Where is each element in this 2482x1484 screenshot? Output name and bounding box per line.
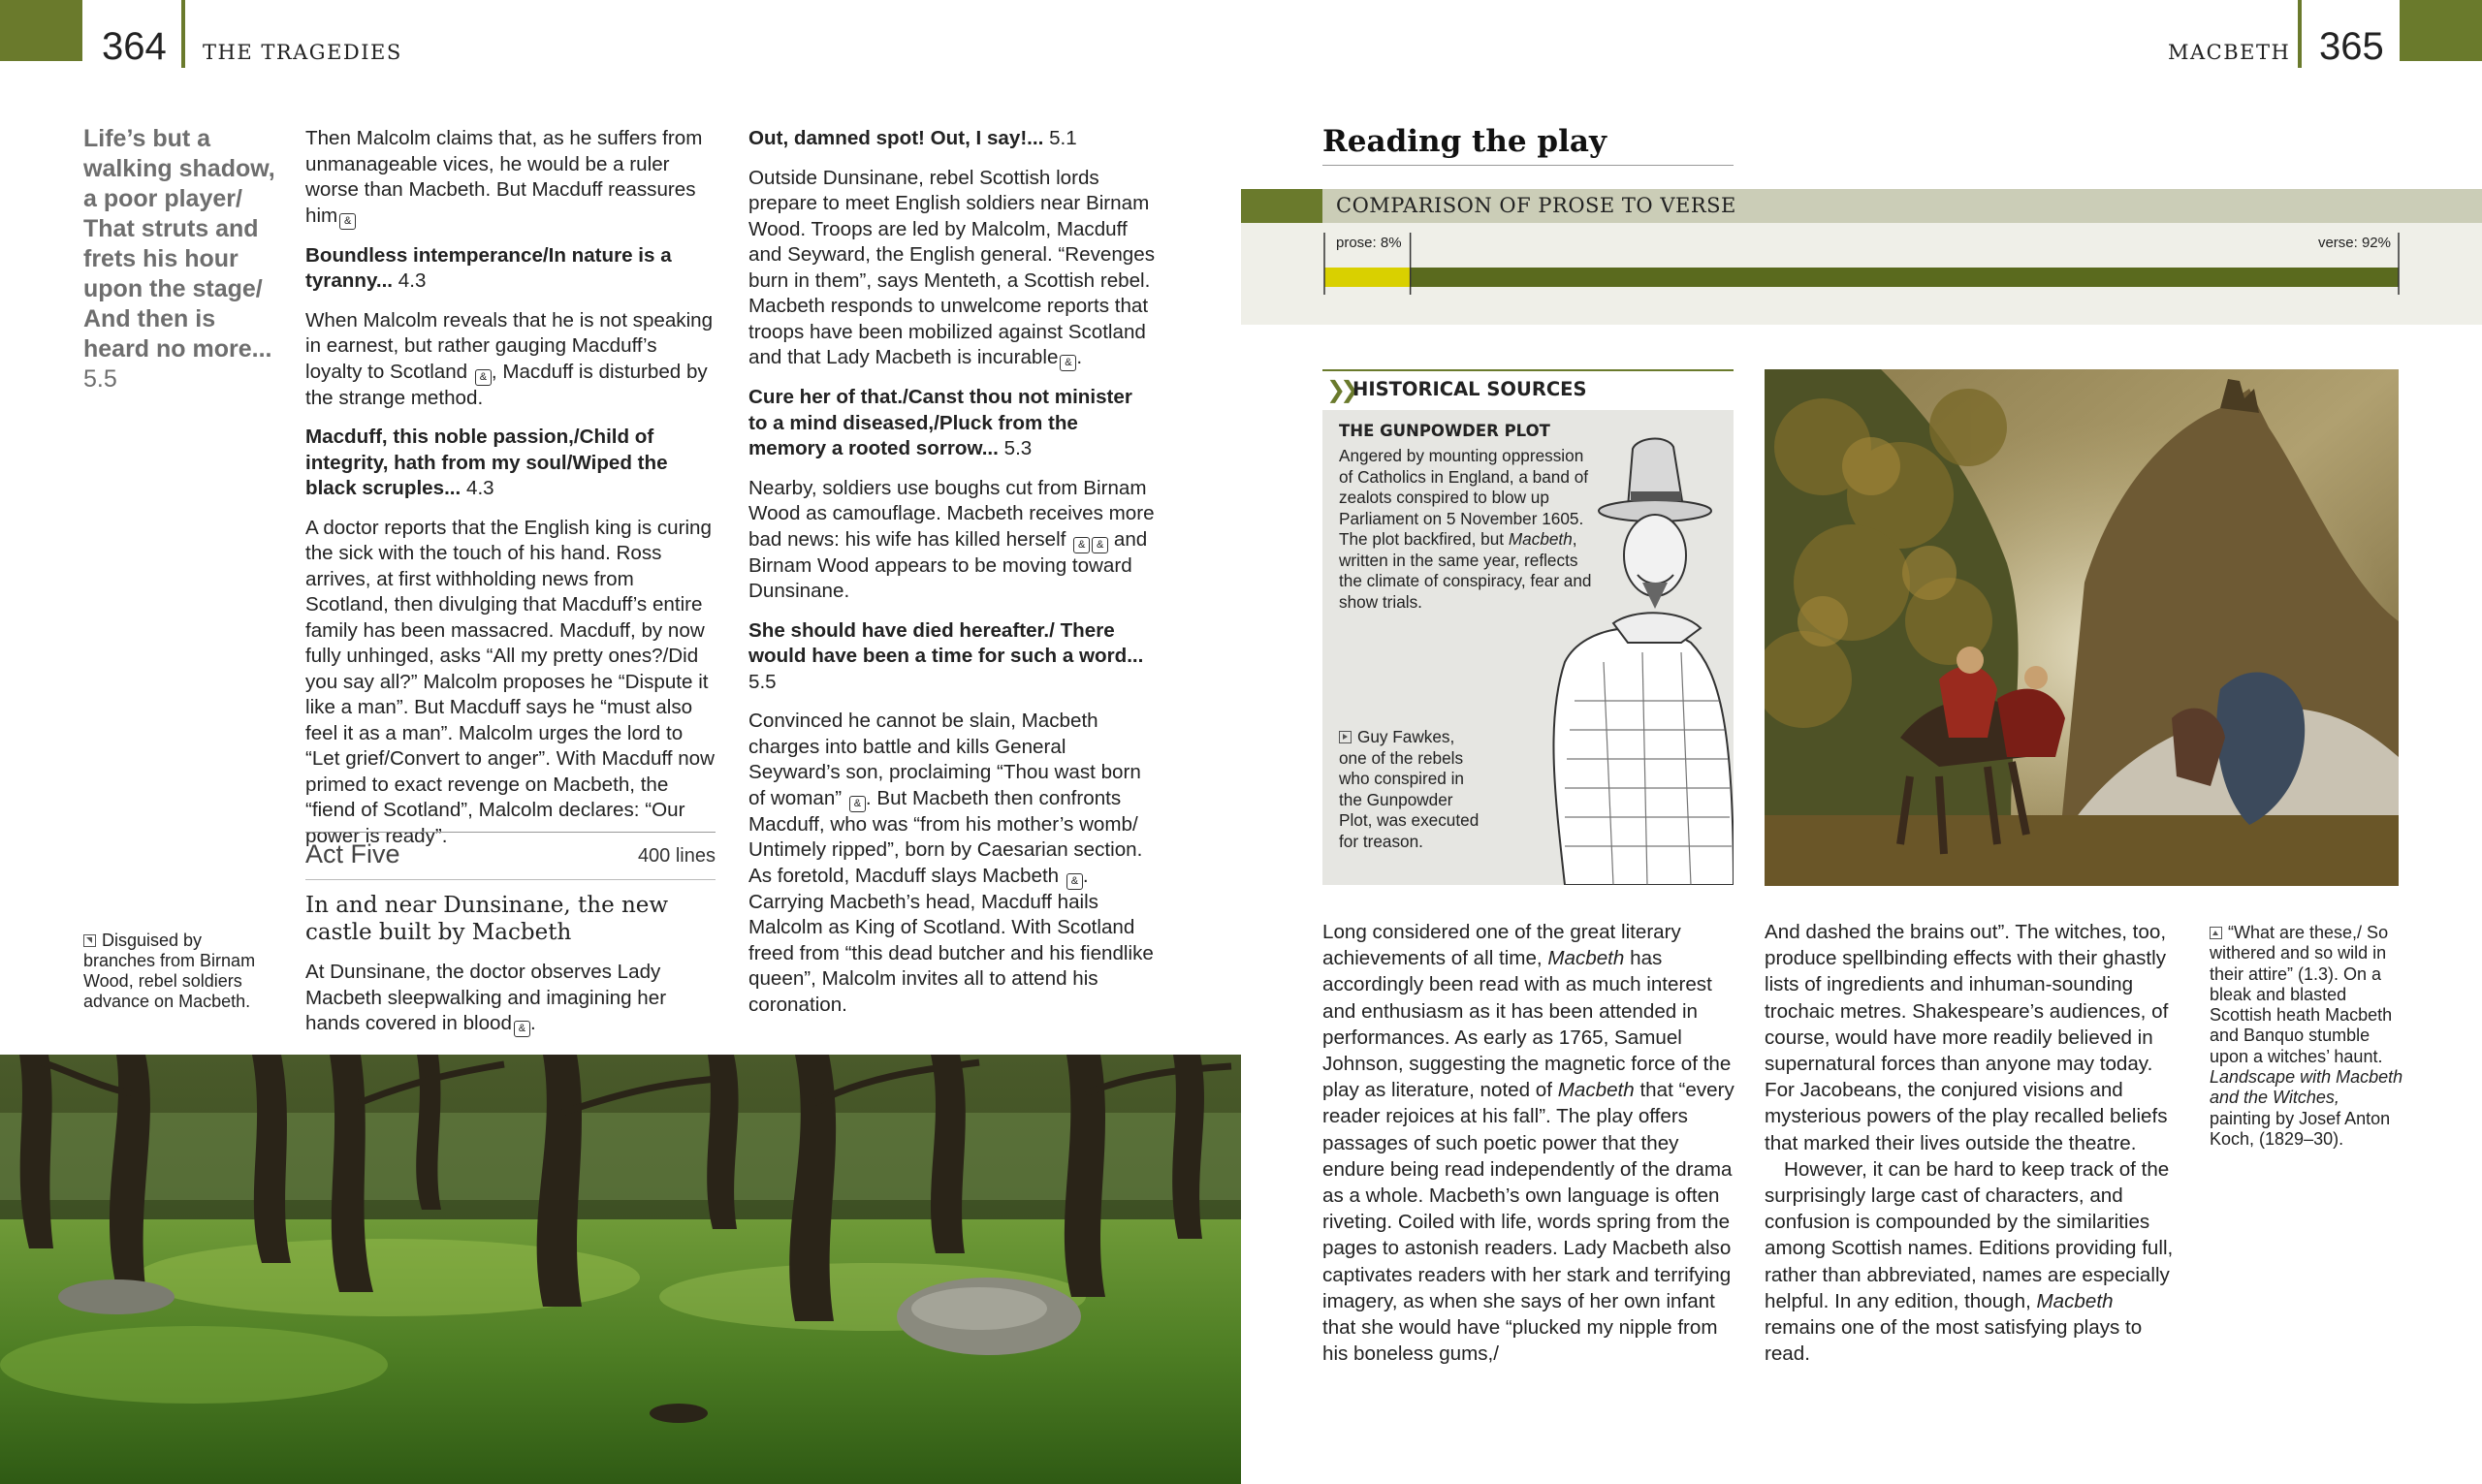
body-col1-em1: Macbeth xyxy=(1547,947,1625,970)
chart-title: COMPARISON OF PROSE TO VERSE xyxy=(1336,194,1736,217)
header-color-block-left xyxy=(0,0,82,61)
label-prose: prose: 8% xyxy=(1336,235,1402,251)
gunpowder-plot-text-a: Angered by mounting oppression of Catholics in England, a band of zealots conspired to blow up Parliament on 5 November 1605. The plot backfired, but xyxy=(1339,446,1589,549)
left-column-1 xyxy=(305,126,717,863)
col2-quote-2-ref: 5.3 xyxy=(1003,437,1033,459)
col1-paragraph-3: A doctor reports that the English king is curing the sick with the touch of his hand. Ross arrives, at first withholding news from Scotland, then divulging that Macduff’s entire family has been massacred. Macduff, by now fully unhinged, asks “All my pretty ones?/Did you say all?” Malcolm proposes he “Dispute it like a man”. But Macduff says he “must also feel it as a man”. Malcolm urges the lord to “Let grief/Convert to anger”. With Macduff now primed to exact revenge on Macbeth, the “fiend of Scotland”, Malcolm declares: “Our power is ready”. xyxy=(305,516,715,847)
painting-caption-a: “What are these,/ So withered and so wild in their attire” (1.3). On a bleak and blasted Scottish heath Macbeth and Banquo stumble upon a witches’ haunt. xyxy=(2210,923,2393,1066)
painting-caption-em: Landscape with Macbeth and the Witches, xyxy=(2210,1067,2403,1108)
col1-paragraph-1: Then Malcolm claims that, as he suffers from unmanageable vices, he would be a ruler worse than Macbeth. But Macduff reassures him xyxy=(305,127,703,227)
cross-reference-icon: & xyxy=(1066,873,1083,890)
bar-prose xyxy=(1324,268,1411,287)
col2-quote-2: Cure her of that./Canst thou not minister to a mind diseased,/Pluck from the memory a rooted sorrow... xyxy=(748,386,1132,459)
col1-paragraph-4: At Dunsinane, the doctor observes Lady Macbeth sleepwalking and imagining her hands covered in blood xyxy=(305,961,667,1034)
gunpowder-plot-text-b: , written in the same year, reflects the climate of conspiracy, fear and show trials. xyxy=(1339,529,1592,612)
gunpowder-plot-text-em: Macbeth xyxy=(1508,529,1573,549)
forest-caption-text: Disguised by branches from Birnam Wood, rebel soldiers advance on Macbeth. xyxy=(83,931,256,1011)
guy-fawkes-caption-text: Guy Fawkes, one of the rebels who conspired in the Gunpowder Plot, was executed for treason. xyxy=(1339,727,1480,851)
col2-quote-1: Out, damned spot! Out, I say!... xyxy=(748,127,1044,149)
down-triangle-icon xyxy=(83,934,96,947)
macbeth-witches-painting xyxy=(1765,369,2399,886)
header-rule-left xyxy=(181,0,185,68)
col1-quote-2: Macduff, this noble passion,/Child of integrity, hath from my soul/Wiped the black scruples... xyxy=(305,426,668,499)
body-col2-a: And dashed the brains out”. The witches, too, produce spellbinding effects with their ghastly lists of ingredients and inhuman-sounding trochaic metres. Shakespeare’s audiences, of course, would have more readily believed in supernatural forces than anyone may today. For Jacobeans, the conjured visions and mysterious powers of the play recalled beliefs that marked their lives outside the theatre. xyxy=(1765,921,2169,1154)
body-col1-c: that “every reader rejoices at his fall”. The play offers passages of such poetic power that they endure being read independently of the drama as a whole. Macbeth’s own language is often riveting. Coiled with life, words spring from the pages to astonish readers. Lady Macbeth also captivates readers with her stark and terrifying imagery, as when she says of her own infant that she would have “plucked my nipple from his boneless gums,/ xyxy=(1322,1079,1734,1366)
birnam-wood-photo xyxy=(0,1055,1241,1484)
right-body-column-1 xyxy=(1322,919,1734,1367)
right-body-column-2 xyxy=(1765,919,2177,1367)
col2-quote-1-ref: 5.1 xyxy=(1049,127,1077,149)
double-chevron-icon: ❯❯ xyxy=(1326,376,1354,403)
col1-paragraph-4-block: At Dunsinane, the doctor observes Lady Macbeth sleepwalking and imagining her hands covered in blood & . xyxy=(305,960,717,1037)
prose-verse-bar xyxy=(1322,233,2404,315)
act-five-subrule xyxy=(305,879,716,880)
col2-paragraph-1: Outside Dunsinane, rebel Scottish lords prepare to meet English soldiers near Birnam Wood. Troops are led by Malcolm, Macduff and Seyward, the English general. “Revenges burn in them”, says Menteth, a Scottish rebel. Macbeth responds to unwelcome reports that troops have been mobilized against Scotland and that Lady Macbeth is incurable xyxy=(748,166,1155,368)
forest-caption xyxy=(83,931,258,1012)
painting-caption-b: painting by Josef Anton Koch, (1829–30). xyxy=(2210,1108,2391,1149)
header-color-block-right xyxy=(2400,0,2482,61)
pull-quote-ref: 5.5 xyxy=(83,365,117,393)
body-col2-em: Macbeth xyxy=(2036,1289,2114,1312)
col1-quote-1: Boundless intemperance/In nature is a tyranny... xyxy=(305,243,672,292)
act-five-line-count: 400 lines xyxy=(637,845,716,867)
body-col2-c: remains one of the most satisfying plays to read. xyxy=(1765,1316,2143,1366)
left-running-title: THE TRAGEDIES xyxy=(203,41,402,64)
body-col2-b: However, it can be hard to keep track of the surprisingly large cast of characters, and confusion is compounded by the similarities among Scottish names. Editions providing full, rather than abbreviated, names are especially helpful. In any edition, though, xyxy=(1765,1157,2174,1312)
act-five-rule xyxy=(305,832,716,833)
cross-reference-icon: & xyxy=(475,369,492,386)
body-col1-a: Long considered one of the great literary achievements of all time, xyxy=(1322,921,1681,970)
right-page-number: 365 xyxy=(2319,25,2384,68)
historical-sources-title: HISTORICAL SOURCES xyxy=(1352,378,1587,400)
col2-paragraph-2a: Nearby, soldiers use boughs cut from Birnam Wood as camouflage. Macbeth receives more bad news: his wife has killed herself xyxy=(748,476,1155,551)
cross-reference-icon: & xyxy=(339,213,356,230)
act-five-title: Act Five xyxy=(305,839,400,868)
cross-reference-icon: & xyxy=(1092,537,1108,553)
col2-paragraph-3a: Convinced he cannot be slain, Macbeth charges into battle and kills General Seyward’s son, proclaiming “Thou wast born of woman” xyxy=(748,710,1141,809)
col2-quote-3-ref: 5.5 xyxy=(748,670,777,693)
col2-quote-3: She should have died hereafter./ There would have been a time for such a word... xyxy=(748,618,1144,667)
body-col1-em2: Macbeth xyxy=(1557,1079,1635,1102)
painting-caption xyxy=(2210,923,2403,1150)
pull-quote-text: Life’s but a walking shadow, a poor player/ That struts and frets his hour upon the stage/ And then is heard no more... xyxy=(83,125,275,363)
left-column-2: Out, damned spot! Out, I say!... 5.1 Outside Dunsinane, rebel Scottish lords prepare to meet English soldiers near Birnam Wood. Troops are led by Malcolm, Macduff and Seyward, the English general. “Revenges burn in them”, says Menteth, a Scottish rebel. Macbeth responds to unwelcome reports that troops have been mobilized against Scotland and that Lady Macbeth is incurable & . Cure her of that./Canst thou not minister to a mind diseased,/Pluck from the memory a rooted sorrow... 5.3 Nearby, soldiers use boughs cut from Birnam Wood as camouflage. Macbeth receives more bad news: his wife has killed herself & & and Birnam Wood appears to be moving toward Dunsinane. She should have died hereafter./ There would have been a time for such a word... 5.5 Convinced he cannot be slain, Macbeth charges into battle and kills General Seyward’s son, proclaiming “Thou wast born of woman” & . But Macbeth then confronts Macduff, who was “from his mother’s womb/ Untimely ripped”, born by Caesarian section. As foretold, Macduff slays Macbeth & . Carrying Macbeth’s head, Macduff hails Malcolm as King of Scotland. With Scotland freed from “this dead butcher and his fiendlike queen”, Malcolm invites all to attend his coronation. xyxy=(748,127,1155,1016)
cross-reference-icon: & xyxy=(514,1021,530,1037)
cross-reference-icon: & xyxy=(849,796,866,812)
header-rule-right xyxy=(2298,0,2302,68)
gunpowder-plot-text xyxy=(1339,446,1601,613)
left-arrow-icon xyxy=(1339,731,1352,743)
reading-the-play-heading: Reading the play xyxy=(1322,124,1607,159)
right-running-title: MACBETH xyxy=(2168,41,2291,64)
act-five-setting: In and near Dunsinane, the new castle built by Macbeth xyxy=(305,893,669,945)
cross-reference-icon: & xyxy=(1060,355,1076,371)
reading-heading-rule xyxy=(1322,165,1734,166)
col1-quote-2-ref: 4.3 xyxy=(466,477,494,499)
col2-paragraph-3c: . Carrying Macbeth’s head, Macduff hails Malcolm as King of Scotland. With Scotland freed from “this dead butcher and his fiendlike queen”, Malcolm invites all to attend his coronation. xyxy=(748,864,1154,1016)
bar-verse xyxy=(1411,268,2399,287)
guy-fawkes-caption xyxy=(1339,727,1484,852)
col1-paragraph-2b: , Macduff is disturbed by the strange method. xyxy=(305,360,708,409)
left-page-number: 364 xyxy=(102,25,167,68)
body-col1-b: has accordingly been read with as much interest and enthusiasm as it has been attended in performances. As early as 1765, Samuel Johnson, suggesting the magnetic force of the play as literature, noted of xyxy=(1322,947,1732,1102)
col1-paragraph-2a: When Malcolm reveals that he is not speaking in earnest, but rather gauging Macduff’s loyalty to Scotland xyxy=(305,308,714,383)
up-arrow-icon xyxy=(2210,927,2222,939)
col2-paragraph-2b: and Birnam Wood appears to be moving toward Dunsinane. xyxy=(748,527,1148,602)
gunpowder-plot-heading: THE GUNPOWDER PLOT xyxy=(1339,422,1550,440)
col1-quote-1-ref: 4.3 xyxy=(398,269,427,292)
pull-quote xyxy=(83,124,282,395)
label-verse: verse: 92% xyxy=(2317,235,2391,251)
col2-paragraph-3b: . But Macbeth then confronts Macduff, who was “from his mother’s womb/ Untimely ripped”, born by Caesarian section. As foretold, Macduff slays Macbeth xyxy=(748,786,1143,887)
chart-header-accent xyxy=(1241,189,1322,223)
cross-reference-icon: & xyxy=(1073,537,1090,553)
